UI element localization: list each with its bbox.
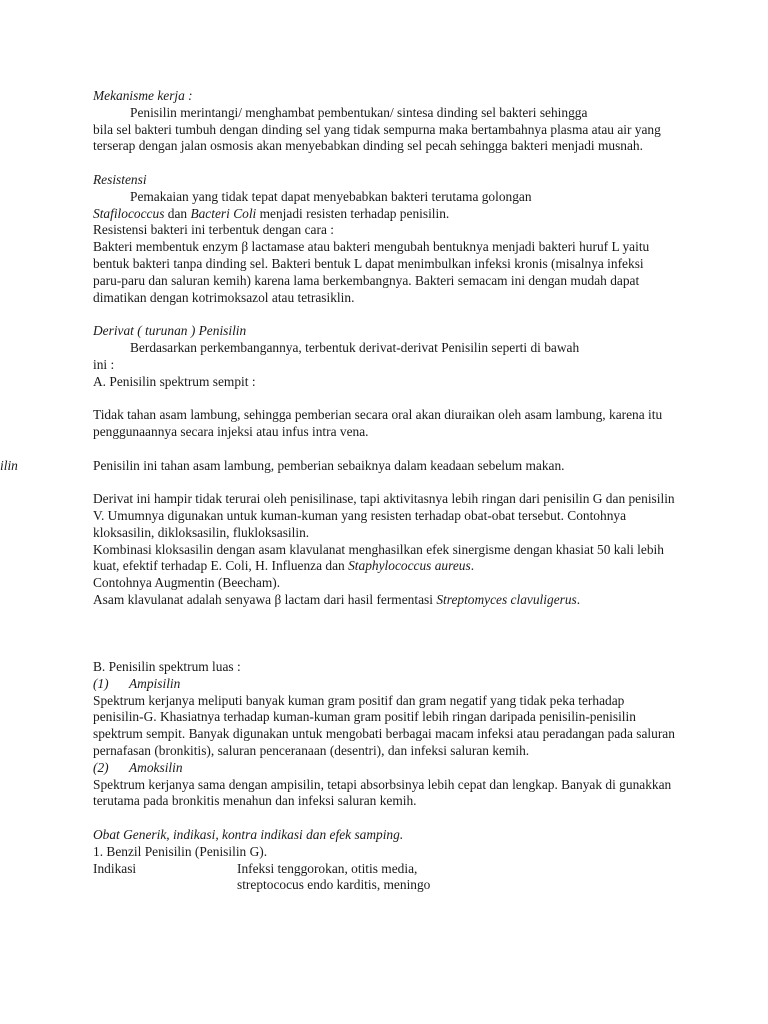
italic-term: Staphylococcus aureus	[348, 558, 471, 574]
section-heading-resistensi: Resistensi	[93, 171, 147, 187]
paragraph-line	[93, 206, 675, 223]
text-run: menjadi resisten terhadap penisilin.	[256, 205, 450, 221]
subsection-title-b: B. Penisilin spektrum luas :	[93, 659, 241, 675]
paragraph	[93, 542, 675, 576]
italic-term: Stafilococcus	[93, 205, 165, 221]
paragraph: Bakteri membentuk enzym β lactamase atau bakteri mengubah bentuknya menjadi bakteri huruf L yaitu bentuk bakteri tanpa dinding sel. Bakteri bentuk L dapat menimbulkan infeksi kronis (misalnya infeksi paru-paru dan saluran kemih) karena lama berkembangnya. Bakteri semacam ini dengan mudah dapat dimatikan dengan kotrimoksazol atau tetrasiklin.	[93, 239, 650, 305]
subsection-title-a: A. Penisilin spektrum sempit :	[93, 373, 256, 389]
italic-term: Streptomyces clavuligerus	[436, 591, 577, 607]
paragraph-line: Penisilin merintangi/ menghambat pembentukan/ sintesa dinding sel bakteri sehingga	[130, 104, 588, 120]
text-run: .	[576, 591, 581, 607]
paragraph: Derivat ini hampir tidak terurai oleh penisilinase, tapi aktivitasnya lebih ringan dari penisilin G dan penisilin V. Umumnya digunakan untuk kuman-kuman yang resisten terhadap obat-obat tersebut. Contohnya kloksasilin, dikloksasilin, flukloksasilin.	[93, 491, 675, 540]
list-item: 1. Benzil Penisilin (Penisilin G).	[93, 843, 268, 859]
indikasi-label: Indikasi	[93, 860, 137, 876]
paragraph-line	[93, 592, 675, 609]
paragraph-line: Contohnya Augmentin (Beecham).	[93, 575, 281, 591]
italic-term: Bacteri Coli	[190, 205, 257, 221]
indikasi-value: Infeksi tenggorokan, otitis media,	[237, 860, 418, 876]
list-item-name: Ampisilin	[129, 675, 181, 691]
indikasi-value: streptococus endo karditis, meningo	[237, 877, 431, 893]
paragraph-line: ini :	[93, 356, 115, 372]
list-number: (1)	[93, 675, 109, 691]
list-item-heading-ampisilin	[93, 676, 675, 693]
text-run: Asam klavulanat adalah senyawa β lactam dari hasil fermentasi	[93, 591, 437, 607]
text-run: .	[470, 558, 475, 574]
text-run: dan	[164, 205, 191, 221]
paragraph-line: Pemakaian yang tidak tepat dapat menyebabkan bakteri terutama golongan	[130, 188, 532, 204]
paragraph: Spektrum kerjanya sama dengan ampisilin, tetapi absorbsinya lebih cepat dan lengkap. Banyak di gunakkan terutama pada bronkitis menahun dan infeksi saluran kemih.	[93, 776, 672, 809]
margin-text-fragment: ilin	[0, 458, 18, 473]
section-heading-generik: Obat Generik, indikasi, kontra indikasi dan efek samping.	[93, 827, 404, 843]
paragraph-line: Resistensi bakteri ini terbentuk dengan cara :	[93, 222, 334, 238]
paragraph: Penisilin ini tahan asam lambung, pemberian sebaiknya dalam keadaan sebelum makan.	[93, 457, 565, 473]
list-item-heading-amoksilin	[93, 760, 675, 777]
indikasi-row	[93, 861, 675, 878]
paragraph: Tidak tahan asam lambung, sehingga pemberian secara oral akan diuraikan oleh asam lambung, karena itu penggunaannya secara injeksi atau infus intra vena.	[93, 407, 663, 439]
list-item-name: Amoksilin	[129, 759, 183, 775]
text-run: Kombinasi kloksasilin dengan asam klavulanat menghasilkan efek sinergisme dengan khasiat 50 kali lebih kuat, efektif terhadap E. Coli, H. Influenza dan	[93, 541, 664, 574]
section-heading-mekanisme: Mekanisme kerja :	[93, 88, 193, 103]
indikasi-row	[93, 877, 675, 894]
paragraph: Spektrum kerjanya meliputi banyak kuman gram positif dan gram negatif yang tidak peka terhadap penisilin-G. Khasiatnya terhadap kuman-kuman gram positif lebih ringan daripada penisilin-penisilin spektrum sempit. Banyak digunakan untuk mengobati berbagai macam infeksi atau peradangan pada saluran pernafasan (bronkitis), saluran penceranaan (desentri), dan infeksi saluran kemih.	[93, 692, 675, 759]
list-number: (2)	[93, 759, 109, 775]
section-heading-derivat: Derivat ( turunan ) Penisilin	[93, 323, 247, 339]
paragraph-line: Berdasarkan perkembangannya, terbentuk derivat-derivat Penisilin seperti di bawah	[130, 339, 580, 355]
document-page	[93, 88, 675, 894]
paragraph: bila sel bakteri tumbuh dengan dinding sel yang tidak sempurna maka bertambahnya plasma atau air yang terserap dengan jalan osmosis akan menyebabkan dinding sel pecah sehingga bakteri menjadi musnah.	[93, 121, 661, 154]
